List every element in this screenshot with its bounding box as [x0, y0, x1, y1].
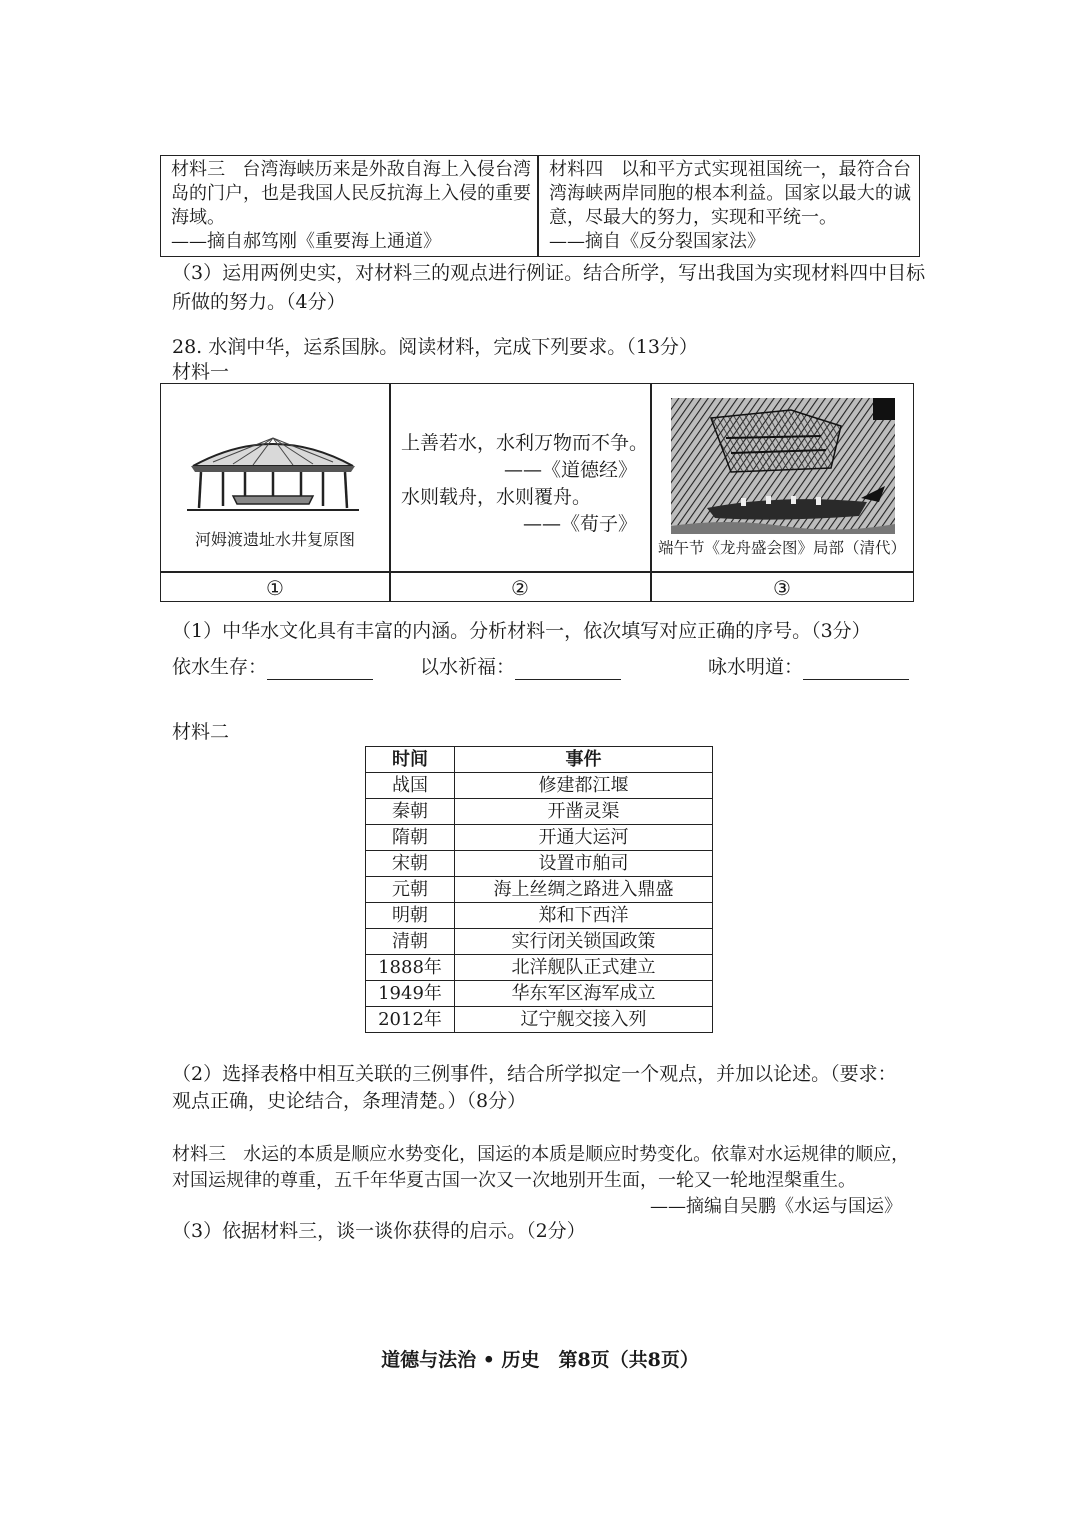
- fill-blank-2: [420, 655, 621, 680]
- material-4-text: [549, 158, 911, 230]
- quote-xunzi: 水则载舟，水则覆舟。: [401, 486, 592, 508]
- header-time: 时间: [366, 747, 455, 773]
- material-1-label: 材料一: [172, 361, 230, 383]
- question-3-prev-line2: 所做的努力。（4分）: [172, 291, 346, 313]
- material-4-cell: [549, 158, 911, 254]
- material-3-bottom-label: 材料三: [172, 1144, 226, 1165]
- dragon-boat-painting: [671, 398, 895, 534]
- time-cell: 1888年: [366, 955, 455, 981]
- time-cell: 隋朝: [366, 825, 455, 851]
- material-3-body: 台湾海峡历来是外敌自海上入侵台湾岛的门户，也是我国人民反抗海上入侵的重要海域。: [171, 159, 532, 228]
- question-2-line1: （2）选择表格中相互关联的三例事件，结合所学拟定一个观点，并加以论述。（要求：: [172, 1063, 897, 1085]
- time-cell: 清朝: [366, 929, 455, 955]
- dragon-boat-caption: 端午节《龙舟盛会图》局部（清代）: [657, 539, 906, 557]
- event-cell: 北洋舰队正式建立: [455, 955, 713, 981]
- material-1-table: [160, 383, 914, 602]
- header-event: 事件: [455, 747, 713, 773]
- fill-blank-1: [172, 655, 373, 680]
- fill-label-survive: 依水生存：: [172, 656, 268, 678]
- material-3-line2: 对国运规律的尊重，五千年华夏古国一次又一次地别开生面，一轮又一轮地涅槃重生。: [172, 1170, 856, 1191]
- event-cell: 修建都江堰: [455, 773, 713, 799]
- material-2-label: 材料二: [172, 721, 230, 743]
- time-cell: 宋朝: [366, 851, 455, 877]
- question-3-prev-line1: （3）运用两例史实，对材料三的观点进行例证。结合所学，写出我国为实现材料四中目标: [172, 262, 926, 284]
- table-row: [366, 773, 713, 799]
- table-divider: [650, 384, 652, 601]
- quote-dao-de-jing: 上善若水，水利万物而不争。: [401, 432, 649, 454]
- time-cell: 元朝: [366, 877, 455, 903]
- table-row: [366, 851, 713, 877]
- table-row: [366, 1007, 713, 1033]
- fill-blank-3: [708, 655, 909, 680]
- material-2-table: [365, 746, 713, 1033]
- material-3-line1: 水运的本质是顺应水势变化，国运的本质是顺应时势变化。依靠对水运规律的顺应，: [243, 1144, 910, 1165]
- material-4-source: ——摘自《反分裂国家法》: [549, 231, 765, 252]
- number-2: ②: [511, 576, 529, 600]
- event-cell: 华东军区海军成立: [455, 981, 713, 1007]
- table-header-row: [366, 747, 713, 773]
- material-4-body: 以和平方式实现祖国统一，最符合台湾海峡两岸同胞的根本利益。国家以最大的诚意，尽最大的努力，实现和平统一。: [549, 159, 912, 228]
- time-cell: 战国: [366, 773, 455, 799]
- answer-blank-wisdom[interactable]: [803, 659, 909, 680]
- material-3-source: ——摘自郝笃刚《重要海上通道》: [171, 231, 441, 252]
- time-cell: 秦朝: [366, 799, 455, 825]
- event-cell: 实行闭关锁国政策: [455, 929, 713, 955]
- fill-label-wisdom: 咏水明道：: [708, 656, 804, 678]
- page-footer: 道德与法治 • 历史 第8页（共8页）: [381, 1349, 699, 1371]
- fill-label-bless: 以水祈福：: [420, 656, 516, 678]
- material-3-text: [171, 158, 531, 230]
- question-3: （3）依据材料三，谈一谈你获得的启示。（2分）: [172, 1220, 586, 1242]
- event-cell: 辽宁舰交接入列: [455, 1007, 713, 1033]
- answer-blank-bless[interactable]: [515, 659, 621, 680]
- materials-3-4-table: [160, 155, 920, 257]
- table-row: [366, 955, 713, 981]
- number-1: ①: [266, 576, 284, 600]
- well-reconstruction-illustration: [183, 434, 363, 514]
- table-row: [366, 903, 713, 929]
- question-1: （1）中华水文化具有丰富的内涵。分析材料一，依次填写对应正确的序号。（3分）: [172, 620, 871, 642]
- material-3-label: 材料三: [171, 159, 226, 180]
- table-row: [366, 981, 713, 1007]
- material-3-cell: [171, 158, 531, 254]
- source-xunzi: ——《荀子》: [522, 513, 637, 535]
- material-4-label: 材料四: [549, 159, 604, 180]
- table-row: [366, 877, 713, 903]
- material-3-source-bottom: ——摘编自吴鹏《水运与国运》: [650, 1196, 902, 1217]
- event-cell: 郑和下西洋: [455, 903, 713, 929]
- table-row: [366, 825, 713, 851]
- time-cell: 2012年: [366, 1007, 455, 1033]
- time-cell: 明朝: [366, 903, 455, 929]
- table-divider: [161, 571, 913, 573]
- event-cell: 开凿灵渠: [455, 799, 713, 825]
- time-cell: 1949年: [366, 981, 455, 1007]
- event-cell: 设置市舶司: [455, 851, 713, 877]
- event-cell: 海上丝绸之路进入鼎盛: [455, 877, 713, 903]
- material-3-paragraph: [172, 1142, 909, 1168]
- event-cell: 开通大运河: [455, 825, 713, 851]
- number-3: ③: [773, 576, 791, 600]
- well-caption: 河姆渡遗址水井复原图: [194, 530, 355, 549]
- table-divider: [389, 384, 391, 601]
- table-row: [366, 929, 713, 955]
- table-divider: [537, 156, 539, 256]
- answer-blank-survive[interactable]: [267, 659, 373, 680]
- question-28-title: 28. 水润中华，运系国脉。阅读材料，完成下列要求。（13分）: [172, 336, 698, 358]
- source-dao-de-jing: ——《道德经》: [503, 459, 637, 481]
- question-2-line2: 观点正确，史论结合，条理清楚。）（8分）: [172, 1090, 527, 1112]
- table-row: [366, 799, 713, 825]
